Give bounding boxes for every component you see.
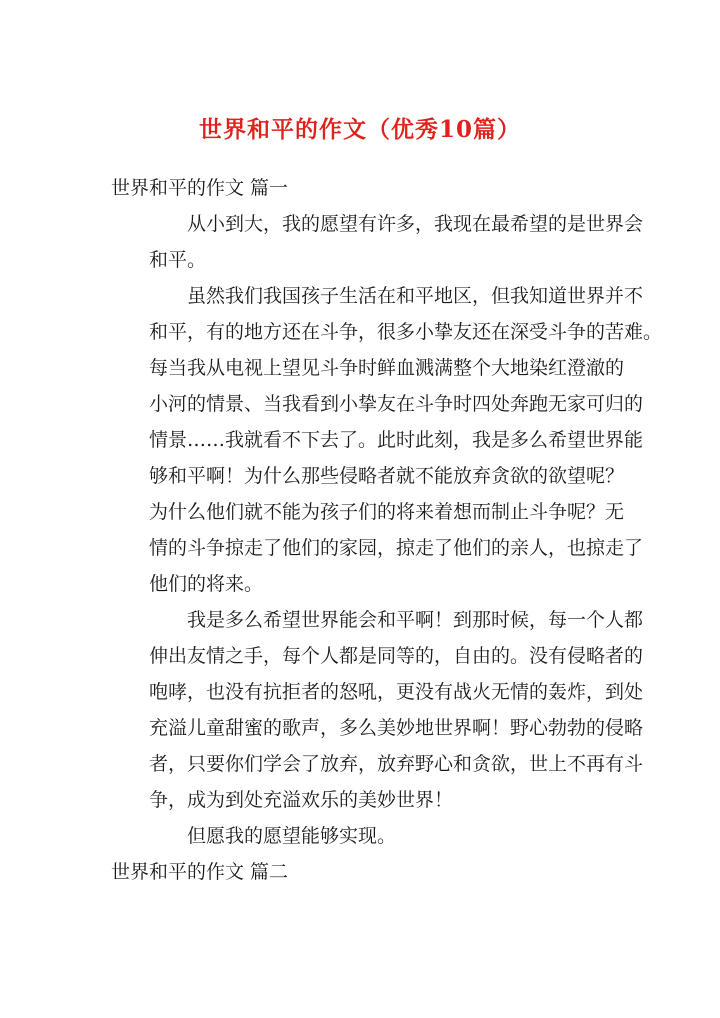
text-line: 为什么他们就不能为孩子们的将来着想而制止斗争呢？无	[149, 501, 625, 523]
text-line: 和平，有的地方还在斗争，很多小挚友还在深受斗争的苦难。	[149, 321, 663, 343]
paragraph	[111, 602, 644, 818]
text-line: 虽然我们我国孩子生活在和平地区，但我知道世界并不	[187, 285, 644, 307]
paragraph	[111, 278, 663, 602]
paragraph	[111, 818, 611, 854]
text-line: 每当我从电视上望见斗争时鲜血溅满整个大地染红澄澈的	[149, 357, 625, 379]
text-line: 够和平啊！为什么那些侵略者就不能放弃贪欲的欲望呢？	[149, 465, 625, 487]
text-line: 他们的将来。	[149, 573, 264, 595]
section-heading: 世界和平的作文 篇二	[111, 861, 289, 883]
text-line: 和平。	[149, 249, 207, 271]
text-line: 从小到大，我的愿望有许多，我现在最希望的是世界会	[187, 213, 644, 235]
section-heading: 世界和平的作文 篇一	[111, 177, 289, 199]
text-line: 充溢儿童甜蜜的歌声，多么美妙地世界啊！野心勃勃的侵略	[149, 717, 644, 739]
document-body	[111, 170, 663, 890]
document-title: 世界和平的作文（优秀10篇）	[198, 116, 521, 143]
text-line: 争，成为到处充溢欢乐的美妙世界！	[149, 789, 454, 811]
text-line: 小河的情景、当我看到小挚友在斗争时四处奔跑无家可归的	[149, 393, 644, 415]
text-line: 咆哮，也没有抗拒者的怒吼，更没有战火无情的轰炸，到处	[149, 681, 644, 703]
text-line: 我是多么希望世界能会和平啊！到那时候，每一个人都	[187, 609, 644, 631]
text-line: 但愿我的愿望能够实现。	[187, 825, 397, 847]
text-line: 者，只要你们学会了放弃，放弃野心和贪欲，世上不再有斗	[149, 753, 644, 775]
paragraph	[111, 206, 644, 278]
text-line: 情的斗争掠走了他们的家园，掠走了他们的亲人，也掠走了	[149, 537, 644, 559]
text-line: 情景……我就看不下去了。此时此刻，我是多么希望世界能	[149, 429, 644, 451]
text-line: 伸出友情之手，每个人都是同等的，自由的。没有侵略者的	[149, 645, 644, 667]
